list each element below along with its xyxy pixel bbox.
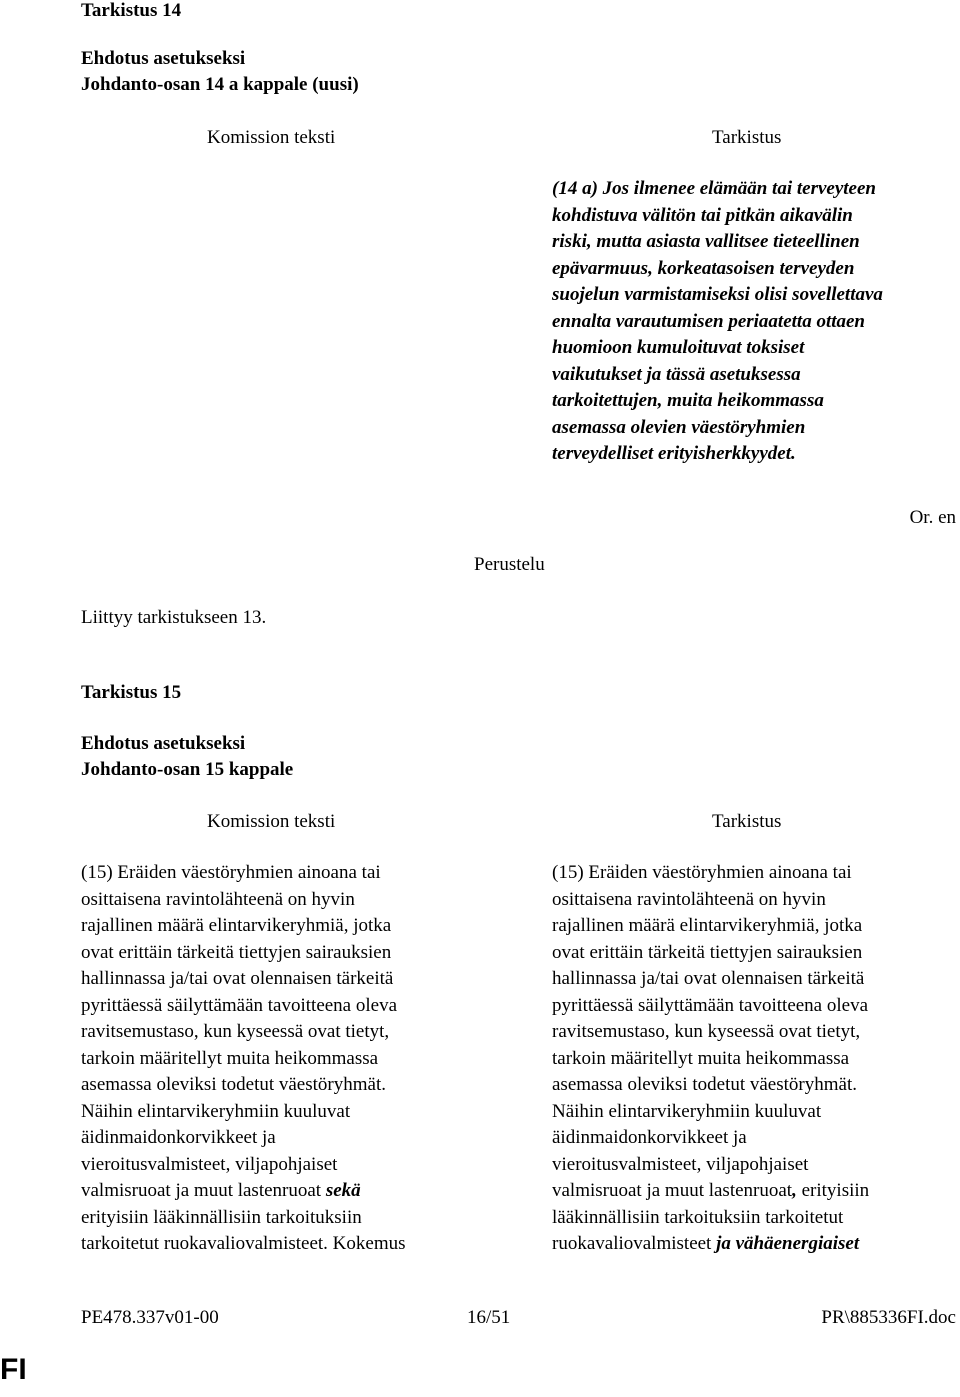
justification-header: Perustelu [474, 554, 545, 575]
text-line: riski, mutta asiasta vallitsee tieteellinen [552, 231, 860, 252]
language-code: FI [0, 1353, 27, 1386]
amendment-14-text [552, 176, 883, 468]
text-line: tarkoitetut ruokavaliovalmisteet. Kokemus [81, 1233, 406, 1254]
text-line [552, 1178, 869, 1205]
emphasized-text: ja vähäenergiaiset [716, 1233, 860, 1254]
text-line: pyrittäessä säilyttämään tavoitteena oleva [81, 994, 398, 1016]
footer-file-name: PR\885336FI.doc [821, 1307, 956, 1328]
text-line: (14 a) Jos ilmenee elämään tai terveyteen [552, 178, 876, 199]
amendment-14-heading: Tarkistus 14 [81, 0, 182, 21]
amendment-15-heading: Tarkistus 15 [81, 682, 182, 703]
original-language: Or. en [909, 507, 956, 528]
text-line: pyrittäessä säilyttämään tavoitteena oleva [552, 994, 869, 1016]
commission-text-header: Komission teksti [207, 127, 336, 148]
text-line: ravitsemustaso, kun kyseessä ovat tietyt, [552, 1021, 861, 1042]
text-line: rajallinen määrä elintarvikeryhmiä, jotka [81, 915, 392, 936]
text-line: terveydelliset erityisherkkyydet. [552, 443, 796, 464]
text-line: ovat erittäin tärkeitä tiettyjen sairauksien [552, 941, 863, 963]
text-line: suojelun varmistamiseksi olisi sovellettava [552, 284, 883, 305]
text-segment: erityisiin [796, 1180, 870, 1201]
text-line: hallinnassa ja/tai ovat olennaisen tärkeitä [552, 968, 865, 989]
text-line: asemassa oleviksi todetut väestöryhmät. [552, 1074, 857, 1095]
text-line: osittaisena ravintolähteenä on hyvin [552, 888, 826, 910]
text-line: Näihin elintarvikeryhmiin kuuluvat [81, 1100, 351, 1122]
text-line: rajallinen määrä elintarvikeryhmiä, jotka [552, 915, 863, 936]
text-line: Näihin elintarvikeryhmiin kuuluvat [552, 1100, 822, 1122]
text-line: äidinmaidonkorvikkeet ja [81, 1127, 276, 1148]
footer-page-number: 16/51 [467, 1307, 511, 1328]
amendment-15-reference: Johdanto-osan 15 kappale [81, 759, 294, 780]
amendment-header: Tarkistus [712, 811, 782, 832]
text-line: ravitsemustaso, kun kyseessä ovat tietyt, [81, 1021, 390, 1042]
text-line: lääkinnällisiin tarkoituksiin tarkoitetut [552, 1206, 844, 1228]
emphasized-text: , [792, 1180, 797, 1201]
amendment-header: Tarkistus [712, 127, 782, 148]
text-line: kohdistuva välitön tai pitkän aikavälin [552, 204, 853, 226]
text-line: tarkoin määritellyt muita heikommassa [81, 1047, 379, 1069]
text-line: vieroitusvalmisteet, viljapohjaiset [81, 1153, 338, 1175]
text-line: äidinmaidonkorvikkeet ja [552, 1127, 747, 1148]
text-line: (15) Eräiden väestöryhmien ainoana tai [552, 862, 852, 883]
text-line: vaikutukset ja tässä asetuksessa [552, 363, 801, 385]
text-line: asemassa oleviksi todetut väestöryhmät. [81, 1074, 386, 1095]
text-line: vieroitusvalmisteet, viljapohjaiset [552, 1153, 809, 1175]
emphasized-text: sekä [325, 1180, 361, 1201]
footer-doc-ref: PE478.337v01-00 [81, 1307, 219, 1328]
justification-text: Liittyy tarkistukseen 13. [81, 607, 267, 628]
text-line: hallinnassa ja/tai ovat olennaisen tärkeitä [81, 968, 394, 989]
text-line: epävarmuus, korkeatasoisen terveyden [552, 257, 855, 279]
amendment-15-text [552, 860, 869, 1258]
text-segment: valmisruoat ja muut lastenruoat [552, 1180, 793, 1201]
commission-text-header: Komission teksti [207, 811, 336, 832]
text-line: osittaisena ravintolähteenä on hyvin [81, 888, 355, 910]
text-line: asemassa olevien väestöryhmien [552, 416, 806, 438]
text-line [552, 1231, 869, 1258]
amendment-14-proposal: Ehdotus asetukseksi [81, 48, 246, 69]
text-line: huomioon kumuloituvat toksiset [552, 337, 805, 358]
text-line: (15) Eräiden väestöryhmien ainoana tai [81, 862, 381, 883]
text-line: ovat erittäin tärkeitä tiettyjen sairauksien [81, 941, 392, 963]
text-segment: ruokavaliovalmisteet [552, 1233, 717, 1254]
text-segment: valmisruoat ja muut lastenruoat [81, 1180, 326, 1201]
text-line: tarkoin määritellyt muita heikommassa [552, 1047, 850, 1069]
text-line: tarkoitettujen, muita heikommassa [552, 390, 824, 411]
text-line: erityisiin lääkinnällisiin tarkoituksiin [81, 1206, 362, 1228]
amendment-14-reference: Johdanto-osan 14 a kappale (uusi) [81, 74, 359, 95]
text-line [81, 1178, 406, 1205]
text-line: ennalta varautumisen periaatetta ottaen [552, 310, 865, 332]
amendment-15-proposal: Ehdotus asetukseksi [81, 733, 246, 754]
commission-text-15 [81, 860, 406, 1258]
